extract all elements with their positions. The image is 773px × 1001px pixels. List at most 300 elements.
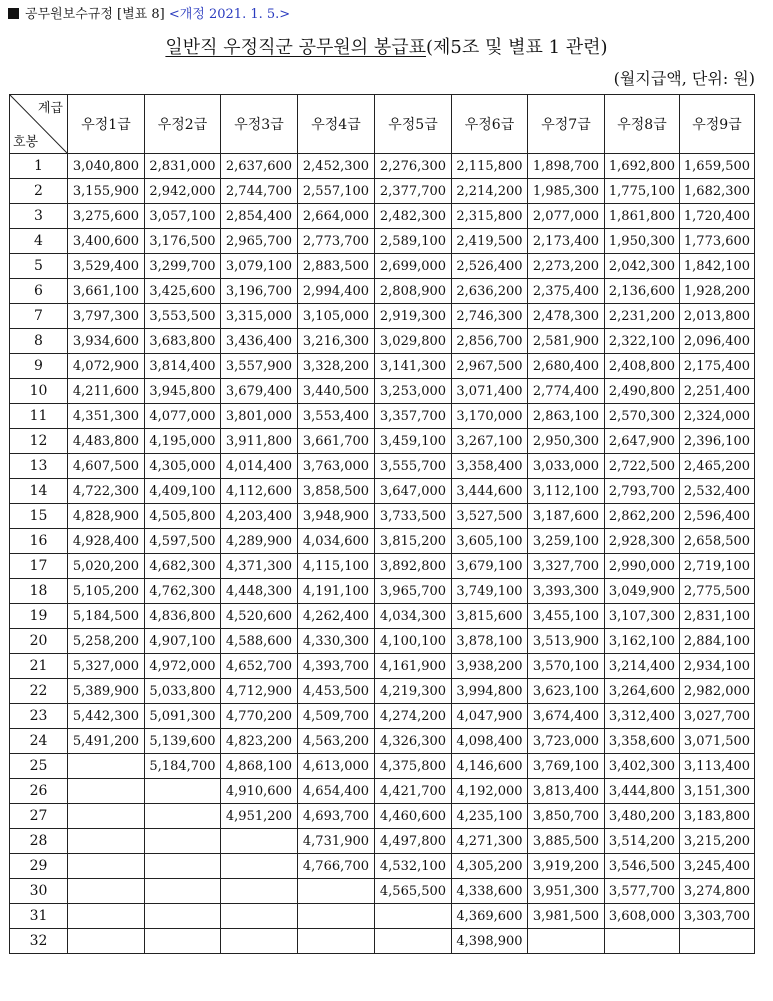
- salary-cell: 4,497,800: [375, 829, 452, 854]
- salary-cell: 3,945,800: [145, 379, 221, 404]
- salary-cell: 3,440,500: [298, 379, 375, 404]
- salary-cell: 3,981,500: [528, 904, 605, 929]
- salary-cell: 2,322,100: [605, 329, 680, 354]
- table-row: [10, 179, 755, 204]
- salary-cell: [375, 929, 452, 954]
- salary-cell: 5,491,200: [68, 729, 145, 754]
- salary-cell: 3,858,500: [298, 479, 375, 504]
- step-cell: 26: [10, 779, 68, 804]
- salary-cell: 1,775,100: [605, 179, 680, 204]
- table-row: [10, 904, 755, 929]
- table-row: [10, 304, 755, 329]
- salary-cell: 4,972,000: [145, 654, 221, 679]
- salary-cell: 2,251,400: [680, 379, 755, 404]
- salary-cell: 2,928,300: [605, 529, 680, 554]
- salary-cell: 4,910,600: [221, 779, 298, 804]
- salary-cell: 3,275,600: [68, 204, 145, 229]
- salary-cell: 4,146,600: [452, 754, 528, 779]
- step-cell: 25: [10, 754, 68, 779]
- salary-cell: 2,136,600: [605, 279, 680, 304]
- salary-cell: 2,581,900: [528, 329, 605, 354]
- salary-cell: 1,898,700: [528, 154, 605, 179]
- salary-cell: 4,951,200: [221, 804, 298, 829]
- salary-cell: 1,682,300: [680, 179, 755, 204]
- salary-cell: 3,763,000: [298, 454, 375, 479]
- salary-cell: 2,324,000: [680, 404, 755, 429]
- salary-cell: 4,722,300: [68, 479, 145, 504]
- salary-cell: 3,033,000: [528, 454, 605, 479]
- salary-cell: 4,274,200: [375, 704, 452, 729]
- salary-cell: 2,377,700: [375, 179, 452, 204]
- salary-cell: 4,682,300: [145, 554, 221, 579]
- salary-cell: 4,305,000: [145, 454, 221, 479]
- salary-cell: 2,863,100: [528, 404, 605, 429]
- salary-cell: 2,965,700: [221, 229, 298, 254]
- salary-cell: 2,722,500: [605, 454, 680, 479]
- table-row: [10, 854, 755, 879]
- salary-cell: 2,664,000: [298, 204, 375, 229]
- salary-cell: 3,187,600: [528, 504, 605, 529]
- salary-cell: 4,823,200: [221, 729, 298, 754]
- salary-cell: 3,267,100: [452, 429, 528, 454]
- table-row: [10, 729, 755, 754]
- table-row: [10, 279, 755, 304]
- salary-cell: 3,661,700: [298, 429, 375, 454]
- salary-cell: 2,746,300: [452, 304, 528, 329]
- table-row: [10, 879, 755, 904]
- salary-cell: 3,315,000: [221, 304, 298, 329]
- salary-cell: 2,884,100: [680, 629, 755, 654]
- salary-cell: 3,358,400: [452, 454, 528, 479]
- table-row: [10, 704, 755, 729]
- table-row: [10, 204, 755, 229]
- salary-cell: 2,637,600: [221, 154, 298, 179]
- header-row: [10, 95, 755, 154]
- salary-cell: 3,400,600: [68, 229, 145, 254]
- salary-cell: 3,057,100: [145, 204, 221, 229]
- salary-cell: 4,731,900: [298, 829, 375, 854]
- salary-cell: 3,911,800: [221, 429, 298, 454]
- salary-cell: [68, 904, 145, 929]
- salary-cell: 4,375,800: [375, 754, 452, 779]
- table-row: [10, 554, 755, 579]
- table-row: [10, 354, 755, 379]
- salary-cell: 4,565,500: [375, 879, 452, 904]
- salary-cell: 3,264,600: [605, 679, 680, 704]
- salary-cell: 3,555,700: [375, 454, 452, 479]
- salary-cell: 3,312,400: [605, 704, 680, 729]
- salary-cell: 2,526,400: [452, 254, 528, 279]
- salary-cell: 3,769,100: [528, 754, 605, 779]
- salary-cell: [68, 804, 145, 829]
- salary-cell: 2,773,700: [298, 229, 375, 254]
- salary-cell: 3,674,400: [528, 704, 605, 729]
- table-row: [10, 154, 755, 179]
- salary-cell: 5,139,600: [145, 729, 221, 754]
- salary-cell: 2,077,000: [528, 204, 605, 229]
- salary-cell: 3,176,500: [145, 229, 221, 254]
- step-cell: 22: [10, 679, 68, 704]
- salary-cell: [221, 929, 298, 954]
- salary-cell: 4,483,800: [68, 429, 145, 454]
- salary-cell: 2,994,400: [298, 279, 375, 304]
- salary-cell: 3,994,800: [452, 679, 528, 704]
- salary-cell: 1,928,200: [680, 279, 755, 304]
- salary-cell: 4,077,000: [145, 404, 221, 429]
- salary-cell: [68, 854, 145, 879]
- salary-cell: 4,203,400: [221, 504, 298, 529]
- salary-cell: 2,967,500: [452, 354, 528, 379]
- salary-cell: 2,982,000: [680, 679, 755, 704]
- salary-cell: [221, 879, 298, 904]
- salary-cell: [68, 929, 145, 954]
- salary-cell: 4,262,400: [298, 604, 375, 629]
- salary-cell: 3,328,200: [298, 354, 375, 379]
- salary-cell: [68, 779, 145, 804]
- salary-cell: 2,774,400: [528, 379, 605, 404]
- salary-cell: [298, 879, 375, 904]
- salary-cell: 4,836,800: [145, 604, 221, 629]
- salary-cell: [145, 879, 221, 904]
- salary-cell: 3,358,600: [605, 729, 680, 754]
- salary-cell: 3,814,400: [145, 354, 221, 379]
- table-row: [10, 829, 755, 854]
- salary-cell: 3,214,400: [605, 654, 680, 679]
- salary-cell: [68, 879, 145, 904]
- salary-cell: 3,444,600: [452, 479, 528, 504]
- salary-cell: 1,861,800: [605, 204, 680, 229]
- salary-cell: 3,049,900: [605, 579, 680, 604]
- salary-cell: 5,258,200: [68, 629, 145, 654]
- salary-cell: [528, 929, 605, 954]
- table-row: [10, 679, 755, 704]
- salary-cell: 3,513,900: [528, 629, 605, 654]
- grade-header: 우정5급: [375, 95, 452, 154]
- step-cell: 16: [10, 529, 68, 554]
- salary-cell: 4,195,000: [145, 429, 221, 454]
- salary-cell: 4,289,900: [221, 529, 298, 554]
- salary-cell: 3,196,700: [221, 279, 298, 304]
- title-main: 일반직 우정직군 공무원의 봉급표: [165, 37, 427, 58]
- salary-cell: 2,396,100: [680, 429, 755, 454]
- salary-cell: 4,828,900: [68, 504, 145, 529]
- salary-cell: 3,529,400: [68, 254, 145, 279]
- table-row: [10, 254, 755, 279]
- salary-cell: 3,215,200: [680, 829, 755, 854]
- step-cell: 10: [10, 379, 68, 404]
- salary-cell: 2,919,300: [375, 304, 452, 329]
- step-cell: 30: [10, 879, 68, 904]
- salary-cell: 4,762,300: [145, 579, 221, 604]
- salary-cell: 3,815,200: [375, 529, 452, 554]
- salary-cell: 3,151,300: [680, 779, 755, 804]
- salary-cell: 3,801,000: [221, 404, 298, 429]
- salary-cell: 5,020,200: [68, 554, 145, 579]
- salary-cell: 4,509,700: [298, 704, 375, 729]
- salary-cell: 3,459,100: [375, 429, 452, 454]
- salary-cell: 3,815,600: [452, 604, 528, 629]
- salary-cell: 4,072,900: [68, 354, 145, 379]
- salary-cell: [375, 904, 452, 929]
- table-row: [10, 479, 755, 504]
- salary-cell: [145, 929, 221, 954]
- step-cell: 8: [10, 329, 68, 354]
- salary-cell: 4,047,900: [452, 704, 528, 729]
- step-cell: 20: [10, 629, 68, 654]
- salary-cell: 3,892,800: [375, 554, 452, 579]
- step-cell: 7: [10, 304, 68, 329]
- step-cell: 4: [10, 229, 68, 254]
- step-cell: 12: [10, 429, 68, 454]
- step-cell: 29: [10, 854, 68, 879]
- salary-cell: 5,105,200: [68, 579, 145, 604]
- table-row: [10, 454, 755, 479]
- salary-cell: 4,112,600: [221, 479, 298, 504]
- salary-cell: 2,831,000: [145, 154, 221, 179]
- salary-cell: 2,596,400: [680, 504, 755, 529]
- table-row: [10, 804, 755, 829]
- table-row: [10, 629, 755, 654]
- page-title: [0, 33, 773, 59]
- salary-cell: 3,605,100: [452, 529, 528, 554]
- salary-cell: 3,919,200: [528, 854, 605, 879]
- salary-cell: 3,553,500: [145, 304, 221, 329]
- step-cell: 21: [10, 654, 68, 679]
- salary-cell: 3,938,200: [452, 654, 528, 679]
- salary-cell: 4,305,200: [452, 854, 528, 879]
- salary-cell: 3,071,500: [680, 729, 755, 754]
- salary-cell: 2,934,100: [680, 654, 755, 679]
- salary-cell: 5,327,000: [68, 654, 145, 679]
- salary-cell: [221, 829, 298, 854]
- salary-cell: 3,071,400: [452, 379, 528, 404]
- salary-cell: [145, 829, 221, 854]
- salary-cell: 2,452,300: [298, 154, 375, 179]
- salary-cell: [298, 929, 375, 954]
- salary-cell: 4,098,400: [452, 729, 528, 754]
- salary-cell: 3,357,700: [375, 404, 452, 429]
- step-cell: 1: [10, 154, 68, 179]
- salary-cell: 3,216,300: [298, 329, 375, 354]
- salary-cell: 4,398,900: [452, 929, 528, 954]
- salary-cell: 3,546,500: [605, 854, 680, 879]
- salary-cell: 3,623,100: [528, 679, 605, 704]
- salary-cell: 3,029,800: [375, 329, 452, 354]
- salary-cell: 2,375,400: [528, 279, 605, 304]
- salary-cell: 2,793,700: [605, 479, 680, 504]
- regulation-header: [8, 3, 290, 22]
- salary-cell: 2,419,500: [452, 229, 528, 254]
- salary-cell: 3,934,600: [68, 329, 145, 354]
- salary-cell: 3,948,900: [298, 504, 375, 529]
- salary-cell: 2,276,300: [375, 154, 452, 179]
- step-cell: 15: [10, 504, 68, 529]
- salary-cell: 5,091,300: [145, 704, 221, 729]
- salary-cell: [221, 854, 298, 879]
- table-row: [10, 779, 755, 804]
- salary-cell: 4,014,400: [221, 454, 298, 479]
- salary-cell: 4,520,600: [221, 604, 298, 629]
- salary-cell: 2,408,800: [605, 354, 680, 379]
- step-cell: 13: [10, 454, 68, 479]
- grade-header: 우정3급: [221, 95, 298, 154]
- corner-cell: [10, 95, 68, 154]
- salary-cell: 3,661,100: [68, 279, 145, 304]
- salary-cell: 3,455,100: [528, 604, 605, 629]
- salary-cell: 4,928,400: [68, 529, 145, 554]
- step-cell: 18: [10, 579, 68, 604]
- salary-cell: 4,654,400: [298, 779, 375, 804]
- salary-cell: 3,436,400: [221, 329, 298, 354]
- step-cell: 17: [10, 554, 68, 579]
- salary-cell: [221, 904, 298, 929]
- salary-cell: 3,107,300: [605, 604, 680, 629]
- step-cell: 2: [10, 179, 68, 204]
- salary-cell: 3,570,100: [528, 654, 605, 679]
- salary-cell: 3,885,500: [528, 829, 605, 854]
- salary-table: [9, 94, 755, 954]
- salary-cell: 5,184,500: [68, 604, 145, 629]
- salary-cell: 1,659,500: [680, 154, 755, 179]
- step-cell: 28: [10, 829, 68, 854]
- salary-cell: 1,985,300: [528, 179, 605, 204]
- salary-cell: 5,033,800: [145, 679, 221, 704]
- salary-cell: 3,113,400: [680, 754, 755, 779]
- salary-cell: 5,389,900: [68, 679, 145, 704]
- salary-cell: 4,460,600: [375, 804, 452, 829]
- salary-cell: 4,588,600: [221, 629, 298, 654]
- salary-cell: 4,409,100: [145, 479, 221, 504]
- salary-cell: 3,299,700: [145, 254, 221, 279]
- salary-cell: 2,482,300: [375, 204, 452, 229]
- salary-cell: 3,878,100: [452, 629, 528, 654]
- salary-cell: 2,570,300: [605, 404, 680, 429]
- salary-cell: 2,273,200: [528, 254, 605, 279]
- salary-cell: 4,766,700: [298, 854, 375, 879]
- step-cell: 5: [10, 254, 68, 279]
- salary-cell: 2,175,400: [680, 354, 755, 379]
- step-cell: 11: [10, 404, 68, 429]
- salary-cell: 2,680,400: [528, 354, 605, 379]
- salary-cell: 1,842,100: [680, 254, 755, 279]
- salary-cell: 3,259,100: [528, 529, 605, 554]
- salary-cell: 4,034,600: [298, 529, 375, 554]
- salary-cell: 5,442,300: [68, 704, 145, 729]
- grade-header: 우정6급: [452, 95, 528, 154]
- salary-cell: 2,465,200: [680, 454, 755, 479]
- salary-cell: 3,253,000: [375, 379, 452, 404]
- salary-cell: 4,034,300: [375, 604, 452, 629]
- salary-cell: 3,951,300: [528, 879, 605, 904]
- salary-cell: 3,679,100: [452, 554, 528, 579]
- salary-cell: 2,115,800: [452, 154, 528, 179]
- salary-cell: 3,402,300: [605, 754, 680, 779]
- salary-cell: 4,421,700: [375, 779, 452, 804]
- salary-cell: 4,235,100: [452, 804, 528, 829]
- salary-cell: 3,027,700: [680, 704, 755, 729]
- table-row: [10, 229, 755, 254]
- salary-cell: 4,770,200: [221, 704, 298, 729]
- salary-cell: 4,868,100: [221, 754, 298, 779]
- salary-cell: 3,155,900: [68, 179, 145, 204]
- salary-cell: [68, 829, 145, 854]
- step-cell: 31: [10, 904, 68, 929]
- salary-cell: 3,393,300: [528, 579, 605, 604]
- salary-cell: 4,712,900: [221, 679, 298, 704]
- table-row: [10, 504, 755, 529]
- salary-cell: 3,749,100: [452, 579, 528, 604]
- salary-cell: 3,797,300: [68, 304, 145, 329]
- table-row: [10, 929, 755, 954]
- salary-cell: 1,692,800: [605, 154, 680, 179]
- table-row: [10, 379, 755, 404]
- salary-cell: [145, 804, 221, 829]
- salary-cell: 2,490,800: [605, 379, 680, 404]
- salary-cell: 3,557,900: [221, 354, 298, 379]
- amendment-note: <개정 2021. 1. 5.>: [168, 7, 291, 22]
- salary-cell: 2,699,000: [375, 254, 452, 279]
- salary-cell: 4,371,300: [221, 554, 298, 579]
- salary-cell: 4,191,100: [298, 579, 375, 604]
- table-row: [10, 604, 755, 629]
- salary-cell: 3,040,800: [68, 154, 145, 179]
- table-row: [10, 529, 755, 554]
- salary-cell: 4,393,700: [298, 654, 375, 679]
- salary-cell: [680, 929, 755, 954]
- salary-cell: 3,141,300: [375, 354, 452, 379]
- salary-cell: 1,720,400: [680, 204, 755, 229]
- salary-cell: 3,183,800: [680, 804, 755, 829]
- table-row: [10, 329, 755, 354]
- salary-cell: 3,105,000: [298, 304, 375, 329]
- step-cell: 23: [10, 704, 68, 729]
- salary-cell: 3,577,700: [605, 879, 680, 904]
- salary-cell: 4,326,300: [375, 729, 452, 754]
- salary-cell: 3,245,400: [680, 854, 755, 879]
- salary-cell: 2,013,800: [680, 304, 755, 329]
- grade-header: 우정2급: [145, 95, 221, 154]
- salary-cell: 2,096,400: [680, 329, 755, 354]
- salary-cell: 4,532,100: [375, 854, 452, 879]
- salary-cell: 4,505,800: [145, 504, 221, 529]
- salary-cell: [145, 779, 221, 804]
- salary-cell: 2,658,500: [680, 529, 755, 554]
- salary-cell: 3,327,700: [528, 554, 605, 579]
- salary-cell: 2,478,300: [528, 304, 605, 329]
- salary-cell: [145, 854, 221, 879]
- salary-cell: 4,607,500: [68, 454, 145, 479]
- salary-cell: 3,813,400: [528, 779, 605, 804]
- salary-cell: 2,532,400: [680, 479, 755, 504]
- salary-cell: 3,514,200: [605, 829, 680, 854]
- step-cell: 27: [10, 804, 68, 829]
- salary-cell: 3,425,600: [145, 279, 221, 304]
- salary-cell: 4,161,900: [375, 654, 452, 679]
- table-row: [10, 429, 755, 454]
- salary-cell: 3,527,500: [452, 504, 528, 529]
- salary-cell: 2,862,200: [605, 504, 680, 529]
- grade-header: 우정4급: [298, 95, 375, 154]
- step-cell: 24: [10, 729, 68, 754]
- salary-cell: 3,850,700: [528, 804, 605, 829]
- salary-cell: [298, 904, 375, 929]
- salary-cell: 2,042,300: [605, 254, 680, 279]
- salary-cell: 4,211,600: [68, 379, 145, 404]
- corner-step-label: 호봉: [13, 135, 39, 150]
- salary-cell: 4,192,000: [452, 779, 528, 804]
- salary-cell: 3,683,800: [145, 329, 221, 354]
- salary-cell: 1,773,600: [680, 229, 755, 254]
